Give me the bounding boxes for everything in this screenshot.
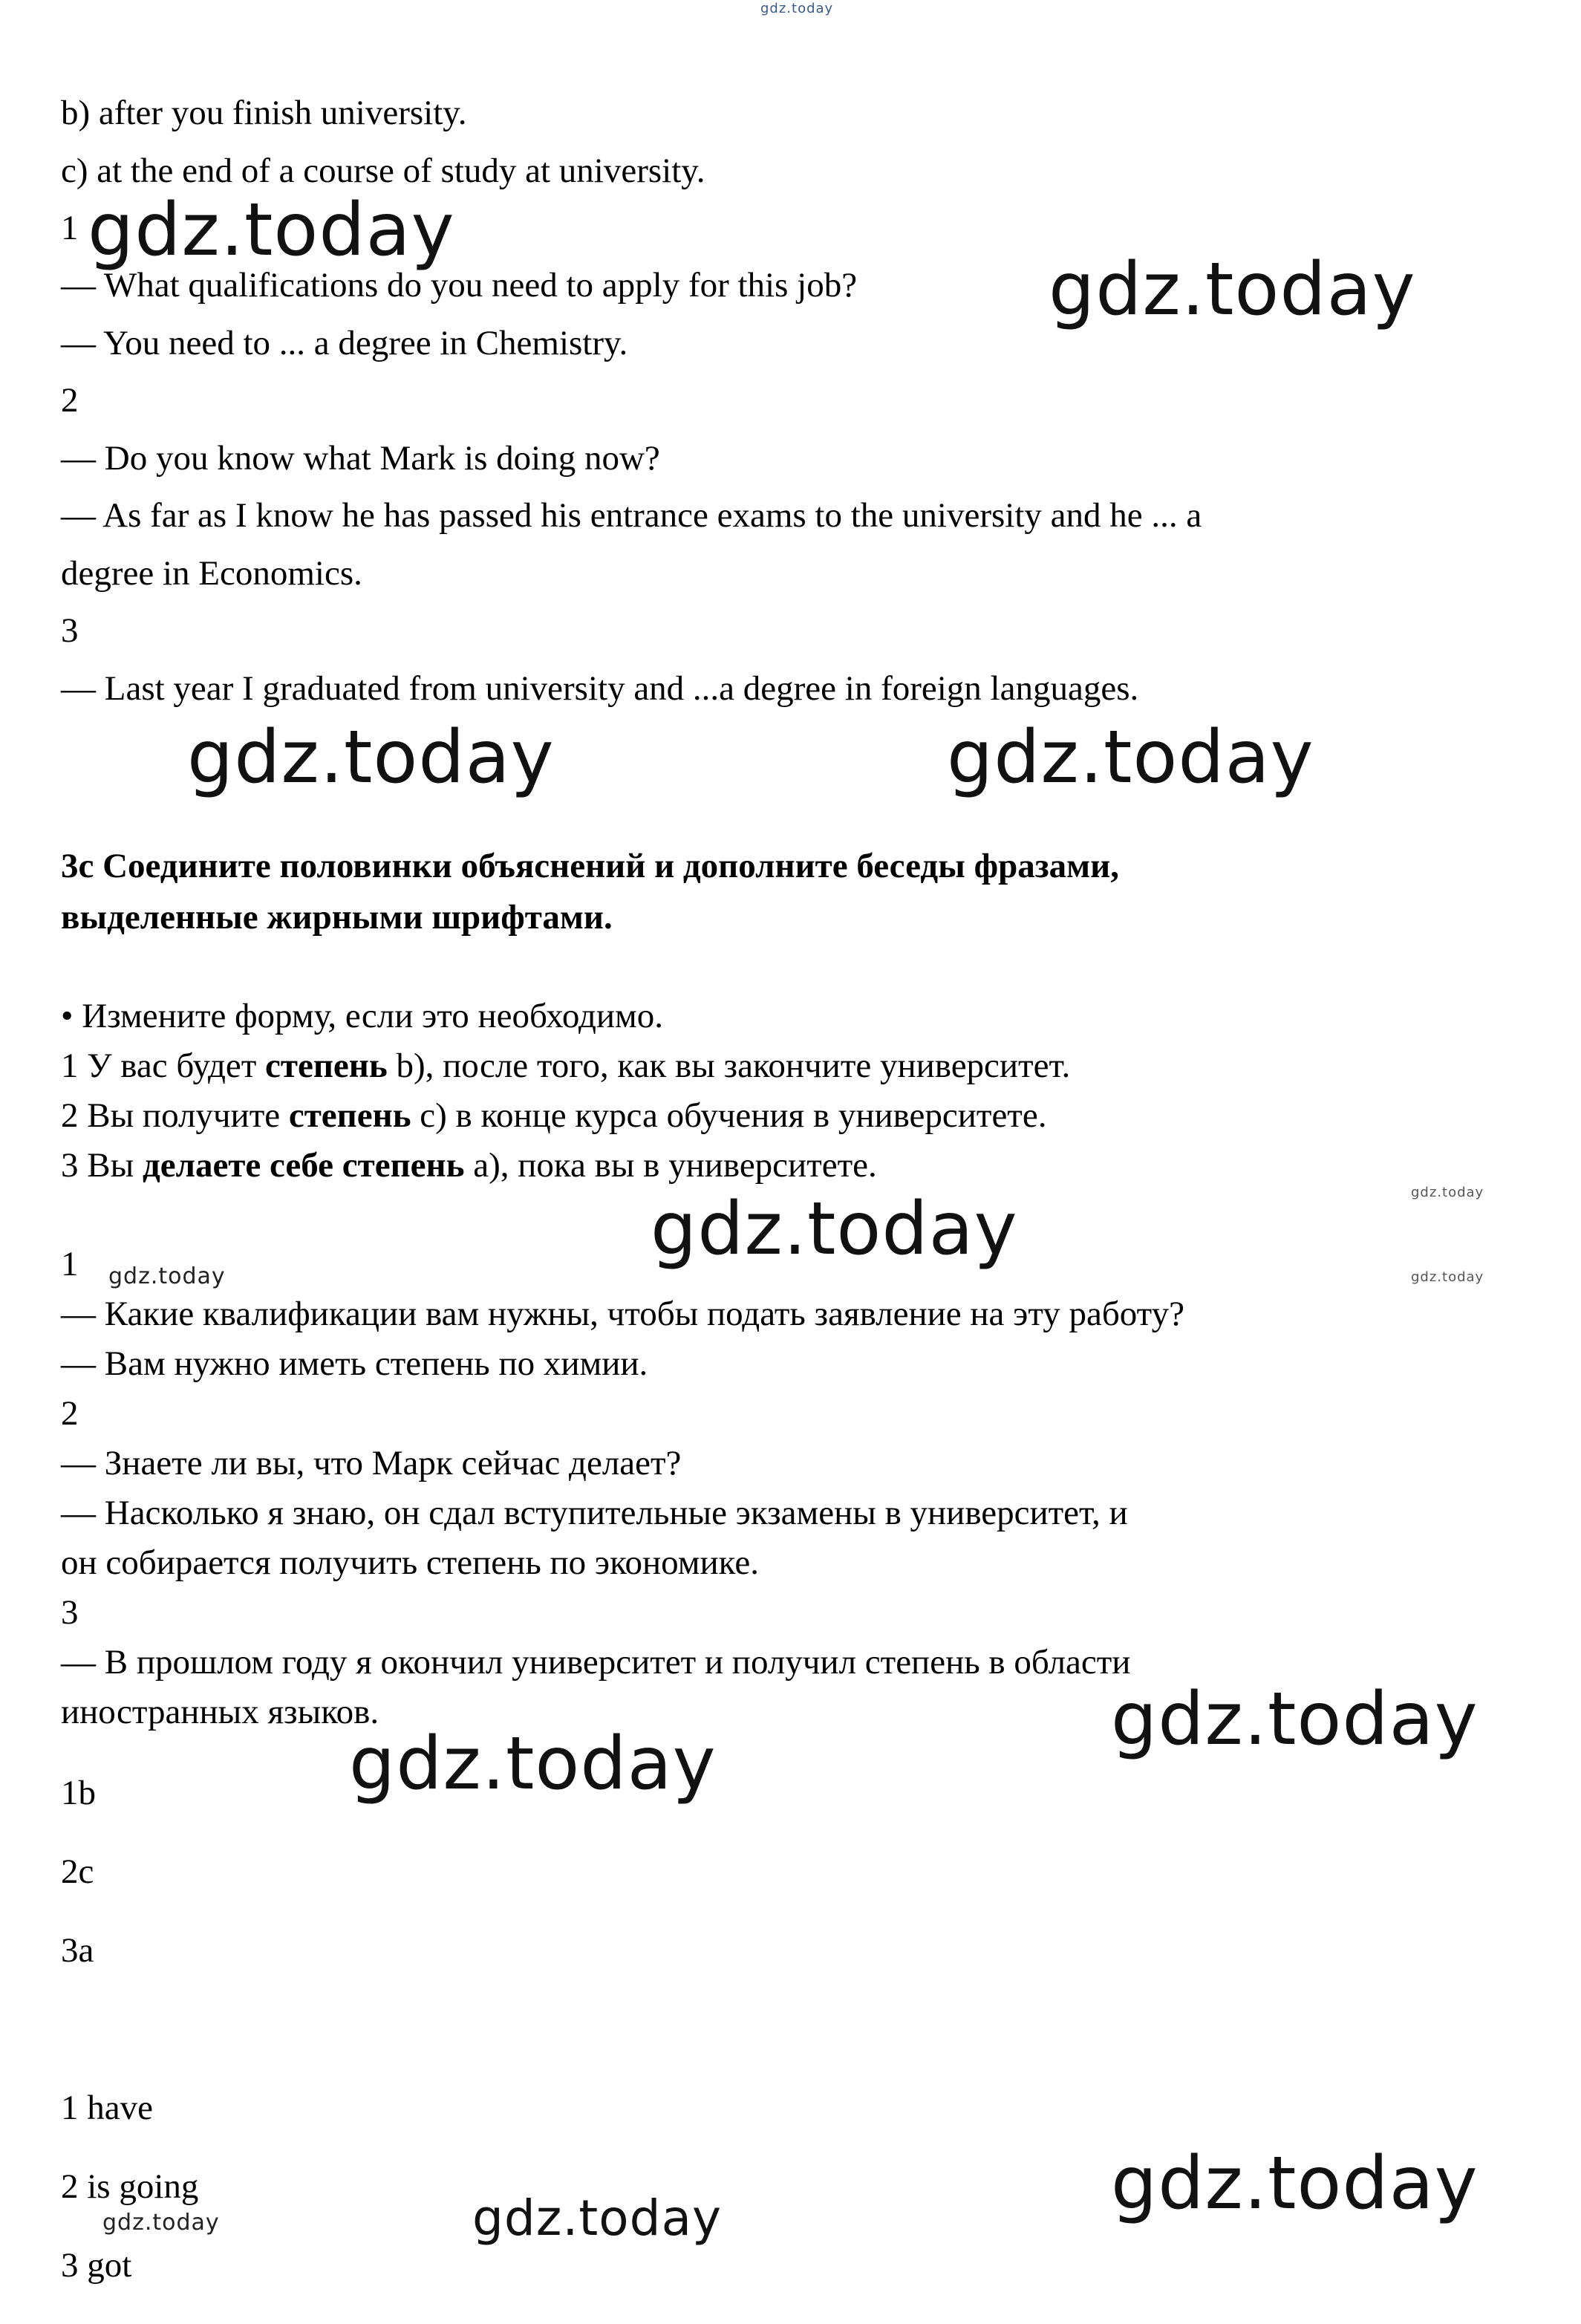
item-pre: 1 У вас будет — [61, 1047, 266, 1085]
item-post: a), пока вы в университете. — [464, 1146, 877, 1185]
dialogue-3-answer: — Last year I graduated from university and ...a degree in foreign languages. — [61, 669, 1139, 708]
watermark: gdz.today — [88, 188, 455, 273]
item-bold: степень — [288, 1096, 411, 1135]
ru-dialogue-1-answer: — Вам нужно иметь степень по химии. — [61, 1344, 648, 1383]
item-bold: делаете себе степень — [142, 1146, 465, 1185]
watermark-top: gdz.today — [760, 1, 834, 16]
task-title: 3c Соедините половинки объяснений и дополните беседы фразами, — [61, 847, 1119, 885]
watermark-small: gdz.today — [108, 1263, 226, 1289]
dialogue-number: 1 — [61, 209, 79, 247]
answer-fill: 1 have — [61, 2089, 153, 2127]
task-item — [61, 1044, 1070, 1088]
item-pre: 2 Вы получите — [61, 1096, 289, 1135]
dialogue-1-answer: — You need to ... a degree in Chemistry. — [61, 324, 628, 362]
ru-dialogue-3-answer-cont: иностранных языков. — [61, 1693, 379, 1731]
item-post: b), после того, как вы закончите университет. — [387, 1047, 1071, 1085]
watermark-small: gdz.today — [1411, 1269, 1484, 1285]
item-pre: 3 Вы — [61, 1146, 143, 1185]
watermark-small: gdz.today — [1411, 1185, 1484, 1200]
ru-dialogue-2-answer: — Насколько я знаю, он сдал вступительные экзамены в университет, и — [61, 1494, 1128, 1532]
dialogue-number: 3 — [61, 1593, 79, 1632]
task-item — [61, 1143, 877, 1188]
watermark: gdz.today — [1049, 247, 1416, 332]
watermark: gdz.today — [187, 715, 555, 800]
dialogue-2-answer-cont: degree in Economics. — [61, 554, 362, 593]
ru-dialogue-1-question: — Какие квалификации вам нужны, чтобы подать заявление на эту работу? — [61, 1295, 1184, 1333]
ru-dialogue-2-question: — Знаете ли вы, что Марк сейчас делает? — [61, 1444, 682, 1482]
task-bullet: • Измените форму, если это необходимо. — [61, 997, 664, 1035]
dialogue-number: 2 — [61, 381, 79, 420]
watermark: gdz.today — [947, 715, 1314, 800]
dialogue-2-question: — Do you know what Mark is doing now? — [61, 439, 660, 478]
task-item — [61, 1093, 1046, 1138]
watermark: gdz.today — [1111, 1677, 1479, 1762]
watermark: gdz.today — [349, 1722, 717, 1806]
option-c: c) at the end of a course of study at university. — [61, 152, 705, 190]
ru-dialogue-3-answer: — В прошлом году я окончил университет и получил степень в области — [61, 1643, 1131, 1682]
option-b: b) after you finish university. — [61, 94, 467, 132]
answer-fill: 3 got — [61, 2246, 132, 2285]
watermark-small: gdz.today — [102, 2210, 220, 2236]
answer-match: 1b — [61, 1774, 96, 1812]
dialogue-number: 3 — [61, 611, 79, 650]
item-bold: степень — [265, 1047, 388, 1085]
watermark: gdz.today — [651, 1187, 1018, 1272]
dialogue-number: 2 — [61, 1394, 79, 1433]
watermark-medium: gdz.today — [472, 2190, 723, 2247]
dialogue-2-answer: — As far as I know he has passed his entrance exams to the university and he ... a — [61, 496, 1202, 535]
answer-match: 3a — [61, 1931, 94, 1970]
answer-match: 2c — [61, 1852, 94, 1891]
task-title-cont: выделенные жирными шрифтами. — [61, 898, 613, 937]
answer-fill: 2 is going — [61, 2167, 199, 2206]
dialogue-1-question: — What qualifications do you need to apply for this job? — [61, 266, 858, 305]
watermark: gdz.today — [1111, 2141, 1479, 2226]
item-post: c) в конце курса обучения в университете. — [411, 1096, 1047, 1135]
ru-dialogue-2-answer-cont: он собирается получить степень по экономике. — [61, 1543, 759, 1582]
dialogue-number: 1 — [61, 1245, 79, 1283]
